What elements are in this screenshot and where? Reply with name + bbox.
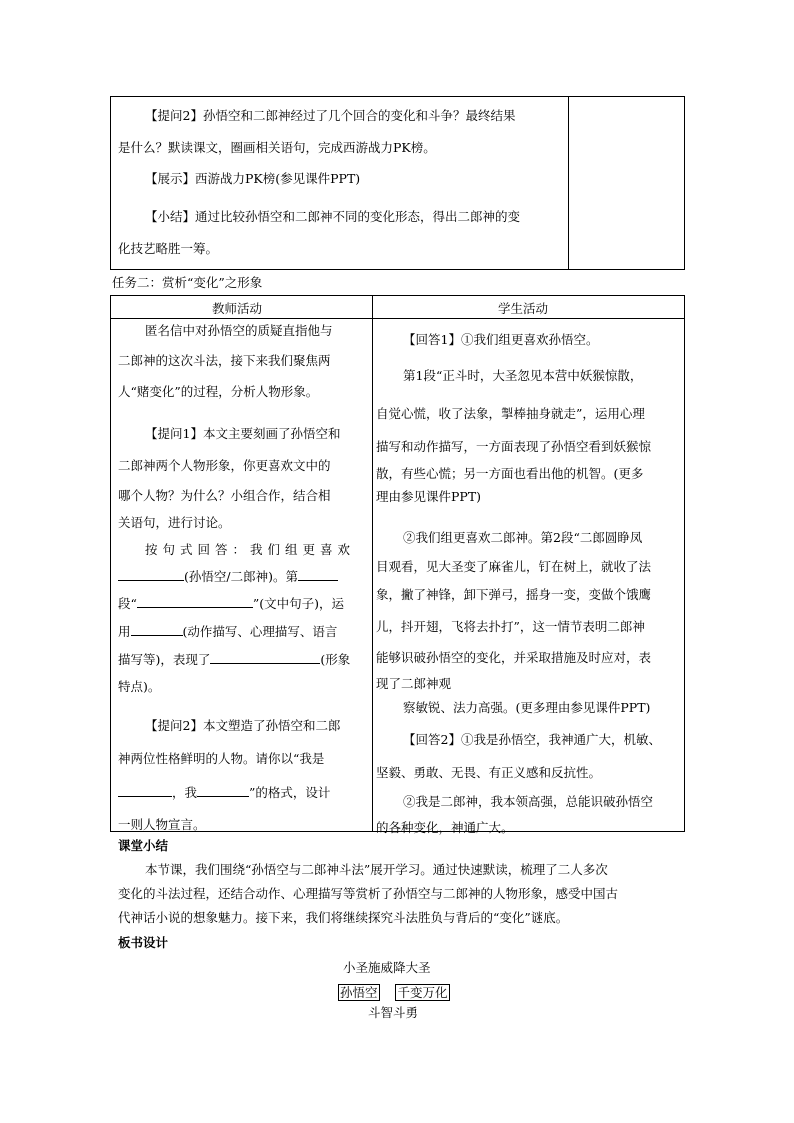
class-summary-line3: 代神话小说的想象魅力。接下来，我们将继续探究斗法胜负与背后的“变化”谜底。	[118, 910, 569, 925]
teacher-form-6: 特点)。	[118, 679, 161, 694]
teacher-column	[118, 318, 368, 840]
activity-table-divider	[372, 295, 373, 832]
student-a1-3: 自觉心慌，收了法象，掣棒抽身就走”，运用心理	[376, 406, 645, 421]
student-a1-2: 第1段“正斗时，大圣忽见本营中妖猴惊散，	[403, 368, 643, 383]
summary-line2: 化技艺略胜一筹。	[118, 241, 219, 256]
blank-field	[118, 566, 184, 581]
student-a1-13: 察敏锐、法力高强。(更多理由参见课件PPT)	[403, 700, 651, 715]
class-summary-title: 课堂小结	[118, 838, 169, 853]
student-a1-7: ②我们组更喜欢二郎神。第2段“二郎圆睁凤	[403, 530, 643, 545]
teacher-form-2: (孙悟空/二郎神)。第	[118, 564, 368, 590]
teacher-q2-2: 神两位性格鲜明的人物。请你以“我是	[118, 751, 325, 766]
student-a1-8: 目观看，见大圣变了麻雀儿，钉在树上，就收了法	[376, 559, 652, 574]
teacher-q1-3: 哪个人物？为什么？小组合作，结合相	[118, 488, 331, 503]
teacher-q2-1: 【提问2】本文塑造了孙悟空和二郎	[145, 718, 341, 733]
board-design-title: 板书设计	[118, 935, 169, 950]
student-a1-11: 能够识破孙悟空的变化，并采取措施及时应对，表	[376, 650, 652, 665]
board-heading: 小圣施威降大圣	[343, 960, 431, 975]
teacher-q2-4: 一则人物宣言。	[118, 817, 206, 832]
student-a1-9: 象，撇了神锋，卸下弹弓，摇身一变，变做个饿鹰	[376, 587, 652, 602]
student-column	[376, 318, 681, 838]
student-a2-2: 坚毅、勇敢、无畏、有正义感和反抗性。	[376, 765, 602, 780]
student-a2-4: 的各种变化，神通广大。	[376, 820, 514, 835]
board-middle	[338, 983, 450, 1001]
summary-line1: 【小结】通过比较孙悟空和二郎神不同的变化形态，得出二郎神的变	[145, 209, 521, 224]
student-a2-3: ②我是二郎神，我本领高强，总能识破孙悟空	[403, 794, 654, 809]
class-summary-line1: 本节课，我们围绕“孙悟空与二郎神斗法”展开学习。通过快速默读，梳理了二人多次	[145, 862, 608, 877]
teacher-form-3: 段“ ”(文中句子)，运	[118, 590, 368, 618]
teacher-form-4: 用 (动作描写、心理描写、语言	[118, 618, 368, 646]
blank-field	[298, 566, 338, 581]
top-table-divider	[568, 96, 569, 270]
student-a1-10: 儿，抖开翅，飞将去扑打”，这一情节表明二郎神	[376, 619, 645, 634]
header-teacher: 教师活动	[212, 301, 263, 316]
student-a2-1: 【回答2】①我是孙悟空，我神通广大，机敏、	[403, 732, 661, 747]
teacher-form-1: 按句式回答：我们组更喜欢	[145, 542, 356, 557]
board-left-box: 孙悟空	[340, 985, 378, 1000]
top-table-content	[118, 100, 564, 265]
board-right-box: 千变万化	[397, 985, 448, 1000]
teacher-intro-1: 匿名信中对孙悟空的质疑直指他与	[145, 323, 333, 338]
student-a1-4: 描写和动作描写，一方面表现了孙悟空看到妖猴惊	[376, 439, 652, 454]
teacher-q1-1: 【提问1】本文主要刻画了孙悟空和	[145, 426, 341, 441]
blank-field	[197, 782, 249, 797]
blank-field	[137, 593, 253, 608]
class-summary-line2: 变化的斗法过程，还结合动作、心理描写等赏析了孙悟空与二郎神的人物形象，感受中国古	[118, 886, 619, 901]
class-summary-body	[118, 858, 688, 930]
blank-field	[210, 649, 320, 664]
student-a1-1: 【回答1】①我们组更喜欢孙悟空。	[403, 332, 599, 347]
student-a1-6: 理由参见课件PPT)	[376, 489, 482, 504]
blank-field	[118, 782, 172, 797]
task2-title: 任务二：赏析“变化”之形象	[112, 275, 263, 290]
teacher-q1-4: 关语句，进行讨论。	[118, 515, 231, 530]
teacher-intro-3: 人“赌变化”的过程，分析人物形象。	[118, 384, 319, 399]
question-2-line1: 【提问2】孙悟空和二郎神经过了几个回合的变化和斗争？最终结果	[145, 108, 516, 123]
student-a1-12: 现了二郎神观	[376, 676, 452, 691]
student-a1-5: 散，有些心慌；另一方面也看出他的机智。(更多	[376, 466, 644, 481]
header-student: 学生活动	[498, 301, 549, 316]
teacher-q1-2: 二郎神两个人物形象，你更喜欢文中的	[118, 458, 331, 473]
blank-field	[131, 621, 183, 636]
board-bottom: 斗智斗勇	[368, 1005, 419, 1020]
question-2-line2: 是什么？默读课文，圈画相关语句，完成西游战力PK榜。	[118, 140, 436, 155]
show-line: 【展示】西游战力PK榜(参见课件PPT)	[145, 171, 361, 186]
teacher-intro-2: 二郎神的这次斗法，接下来我们聚焦两	[118, 353, 331, 368]
teacher-q2-3: ，我 ”的格式，设计	[118, 776, 368, 810]
teacher-form-5: 描写等)，表现了 (形象	[118, 646, 368, 674]
